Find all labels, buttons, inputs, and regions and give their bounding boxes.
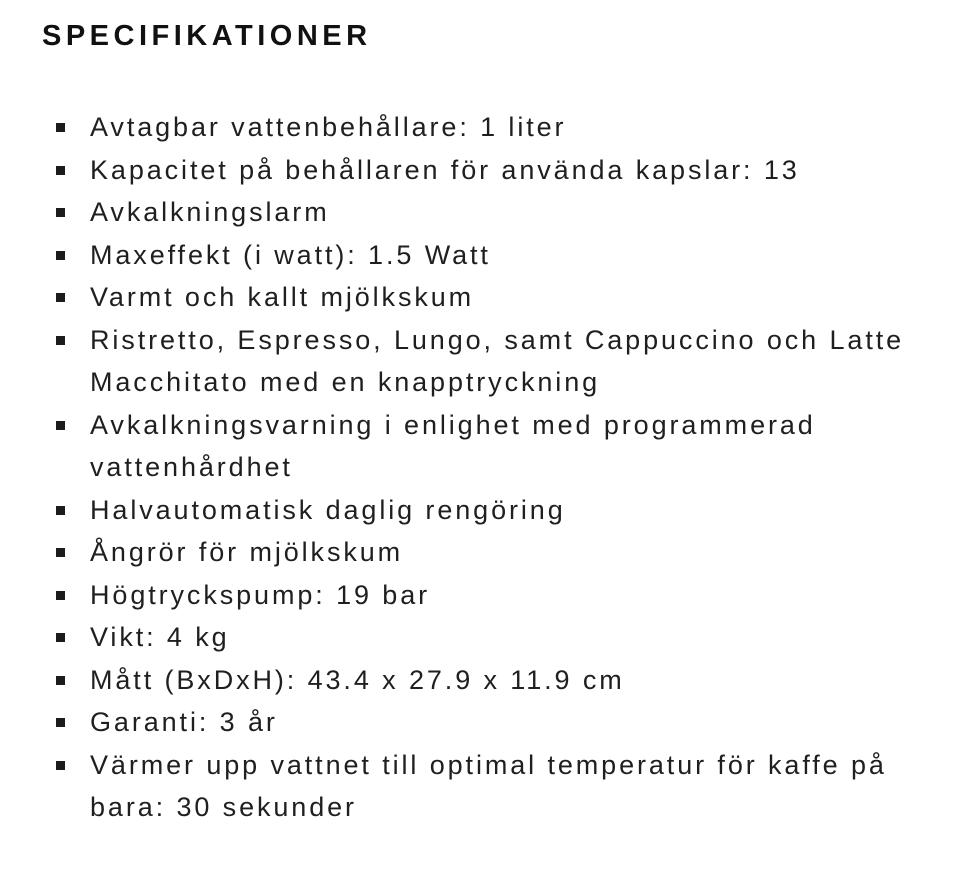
square-bullet-icon xyxy=(56,421,65,430)
square-bullet-icon xyxy=(56,676,65,685)
spec-item xyxy=(42,744,914,829)
square-bullet-icon xyxy=(56,506,65,515)
spec-text: Mått (BxDxH): 43.4 x 27.9 x 11.9 cm xyxy=(90,664,625,695)
square-bullet-icon xyxy=(56,208,65,217)
spec-text: Varmt och kallt mjölkskum xyxy=(90,282,475,312)
spec-item xyxy=(42,489,914,532)
spec-item xyxy=(42,191,914,234)
spec-item xyxy=(42,701,914,744)
spec-text: Avkalkningsvarning i enlighet med programmerad vattenhårdhet xyxy=(90,409,816,482)
spec-text: Vikt: 4 kg xyxy=(90,622,230,652)
spec-text: Halvautomatisk daglig rengöring xyxy=(90,494,566,525)
square-bullet-icon xyxy=(56,761,65,770)
spec-item xyxy=(42,659,914,702)
spec-item xyxy=(42,404,914,489)
spec-item xyxy=(42,149,914,192)
spec-text: Avkalkningslarm xyxy=(90,197,330,227)
spec-text: Maxeffekt (i watt): 1.5 Watt xyxy=(90,239,491,270)
spec-item xyxy=(42,234,914,277)
spec-list xyxy=(42,106,914,829)
spec-item xyxy=(42,276,914,319)
square-bullet-icon xyxy=(56,251,65,260)
square-bullet-icon xyxy=(56,123,65,132)
square-bullet-icon xyxy=(56,166,65,175)
spec-text: Avtagbar vattenbehållare: 1 liter xyxy=(90,112,567,142)
square-bullet-icon xyxy=(56,293,65,302)
square-bullet-icon xyxy=(56,548,65,557)
spec-text: Värmer upp vattnet till optimal temperatur för kaffe på bara: 30 sekunder xyxy=(90,749,887,822)
spec-text: Ångrör för mjölkskum xyxy=(90,537,404,567)
spec-item xyxy=(42,574,914,617)
spec-text: Garanti: 3 år xyxy=(90,707,278,737)
page-title: SPECIFIKATIONER xyxy=(42,20,372,52)
spec-text: Kapacitet på behållaren för använda kapslar: 13 xyxy=(90,154,800,185)
square-bullet-icon xyxy=(56,718,65,727)
square-bullet-icon xyxy=(56,591,65,600)
spec-item xyxy=(42,319,914,404)
square-bullet-icon xyxy=(56,336,65,345)
spec-item xyxy=(42,616,914,659)
spec-item xyxy=(42,531,914,574)
spec-text: Högtryckspump: 19 bar xyxy=(90,579,431,610)
square-bullet-icon xyxy=(56,633,65,642)
spec-item xyxy=(42,106,914,149)
spec-text: Ristretto, Espresso, Lungo, samt Cappuccino och Latte Macchitato med en knapptryckning xyxy=(90,324,905,397)
